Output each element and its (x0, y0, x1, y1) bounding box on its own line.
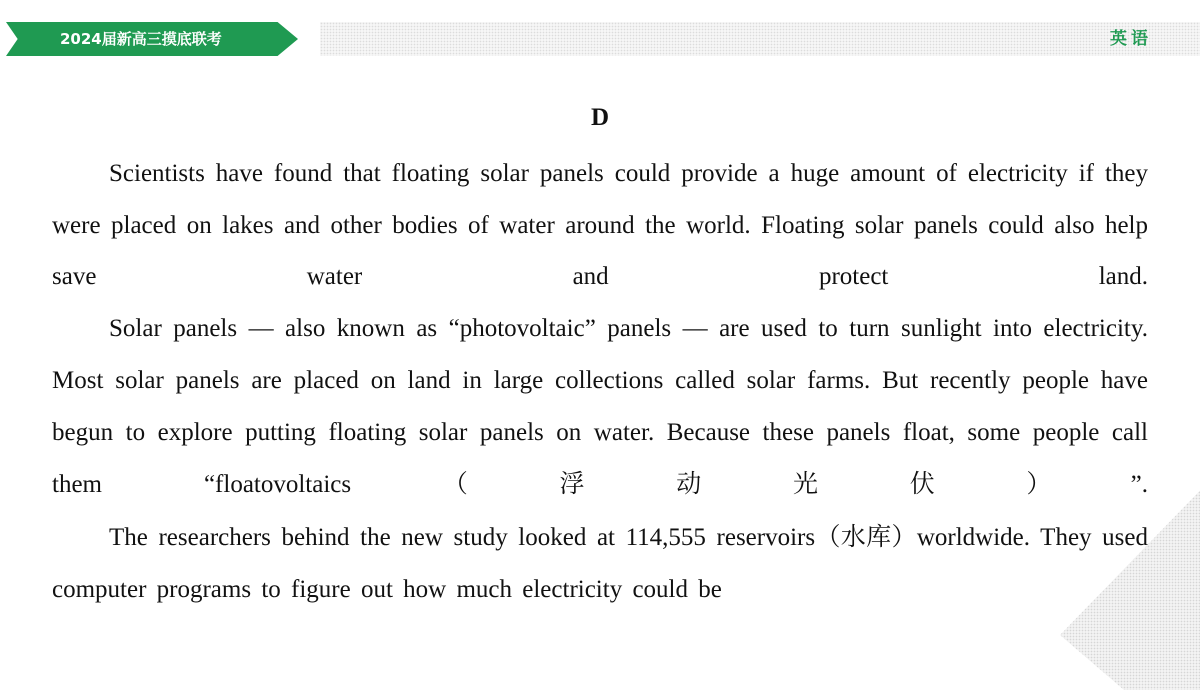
paragraph-2-text: Solar panels — also known as “photovoltaic” panels — are used to turn sunlight into electricity. Most solar panels are placed on land in large collections called solar farms. But recently people have begun to explore putting floating solar panels on water. Because these panels float, some people call them “floatovoltaics (52, 315, 1148, 499)
paragraph-2-tail: ”. (1130, 471, 1148, 499)
exam-title: 2024届新高三摸底联考 (60, 30, 222, 48)
subject-label: 英语 (1110, 29, 1152, 49)
paragraph-3-text-before: The researchers behind the new study looked at 114,555 reservoirs (109, 523, 816, 551)
paragraph-1-text: Scientists have found that floating solar panels could provide a huge amount of electricity if they were placed on lakes and other bodies of water around the world. Floating solar panels could also help save water and protect land. (52, 160, 1148, 291)
header-pattern-band (320, 22, 1200, 56)
paragraph-2 (52, 303, 1148, 511)
reading-passage (52, 148, 1148, 615)
paragraph-3-text-after: worldwide. They used computer programs to figure out how much electricity could be (52, 523, 1148, 603)
section-letter: D (590, 104, 610, 131)
paragraph-3-note: （水库） (815, 521, 917, 551)
paragraph-1 (52, 148, 1148, 303)
paragraph-3 (52, 511, 1148, 615)
paragraph-2-note: （浮动光伏） (351, 469, 1131, 499)
